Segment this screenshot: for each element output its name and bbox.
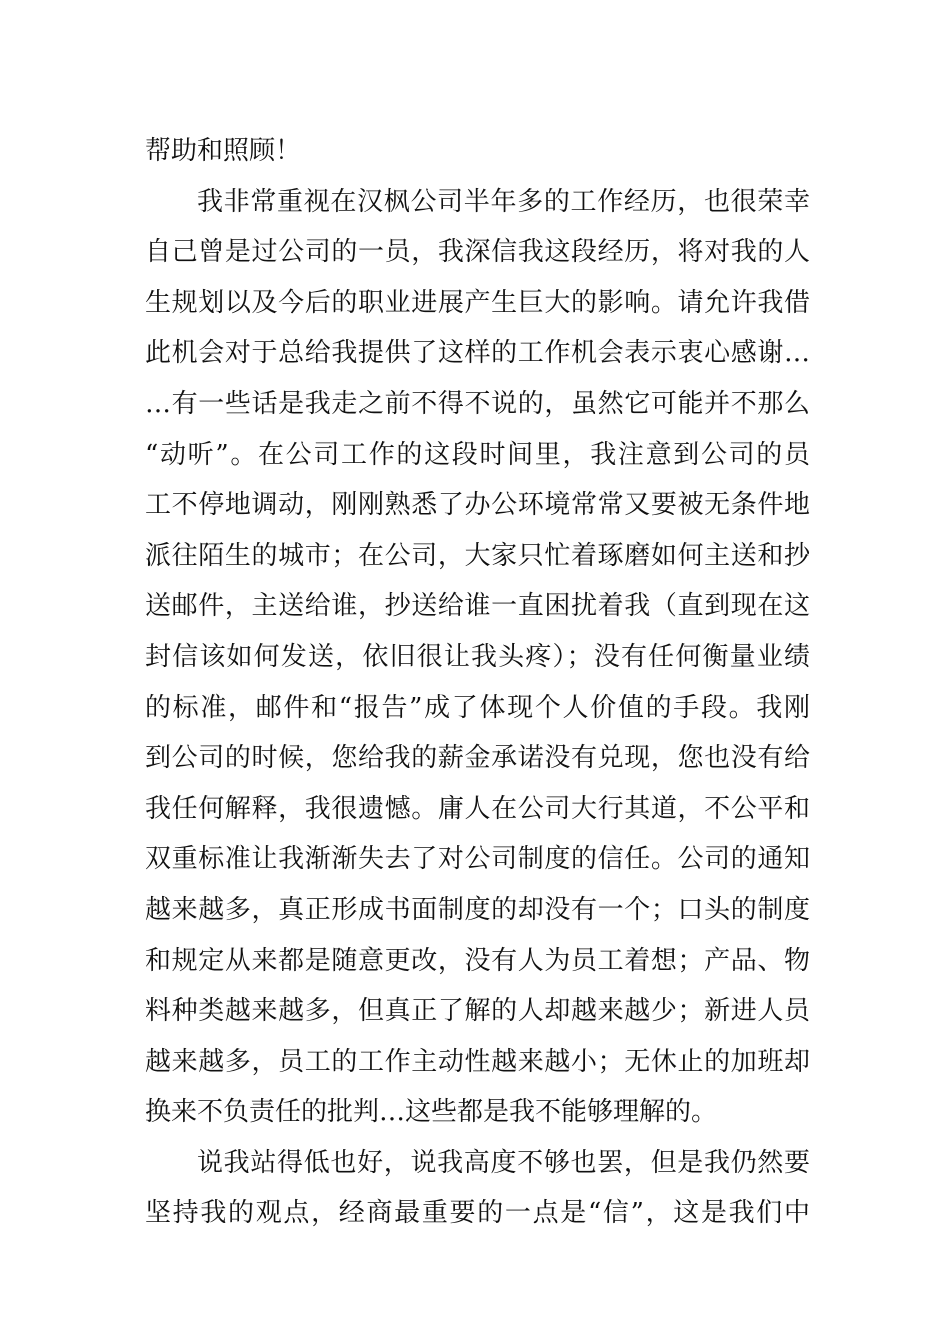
text-line: 此机会对于总给我提供了这样的工作机会表示衷心感谢… [145,338,810,369]
text-line: 说我站得低也好，说我高度不够也罢，但是我仍然要 [197,1147,810,1178]
text-line: 双重标准让我渐渐失去了对公司制度的信任。公司的通知 [145,844,810,875]
text-line: 派往陌生的城市；在公司，大家只忙着琢磨如何主送和抄 [145,540,810,571]
text-line: …有一些话是我走之前不得不说的，虽然它可能并不那么 [145,388,810,419]
text-line: 到公司的时候，您给我的薪金承诺没有兑现，您也没有给 [145,743,810,774]
letter-body [145,126,810,1239]
text-line: 自己曾是过公司的一员，我深信我这段经历，将对我的人 [145,237,810,268]
text-line: 工不停地调动，刚刚熟悉了办公环境常常又要被无条件地 [145,490,810,521]
text-line: 坚持我的观点，经商最重要的一点是“信”，这是我们中 [145,1198,810,1229]
text-line: 生规划以及今后的职业进展产生巨大的影响。请允许我借 [145,287,810,318]
text-line: 我非常重视在汉枫公司半年多的工作经历，也很荣幸 [197,186,810,217]
text-line: 的标准，邮件和“报告”成了体现个人价值的手段。我刚 [145,692,810,723]
text-line: 和规定从来都是随意更改，没有人为员工着想；产品、物 [145,945,810,976]
text-line: 料种类越来越多，但真正了解的人却越来越少；新进人员 [145,996,810,1027]
text-line: 越来越多，真正形成书面制度的却没有一个；口头的制度 [145,894,810,925]
text-line: 帮助和照顾！ [145,136,302,166]
text-line: 封信该如何发送，依旧很让我头疼）；没有任何衡量业绩 [145,641,810,672]
text-line: 换来不负责任的批判…这些都是我不能够理解的。 [145,1097,718,1128]
text-line: 我任何解释，我很遗憾。庸人在公司大行其道，不公平和 [145,793,810,824]
text-line: “动听”。在公司工作的这段时间里，我注意到公司的员 [145,439,810,470]
text-line: 送邮件，主送给谁，抄送给谁一直困扰着我（直到现在这 [145,591,810,622]
text-line: 越来越多，员工的工作主动性越来越小；无休止的加班却 [145,1046,810,1077]
